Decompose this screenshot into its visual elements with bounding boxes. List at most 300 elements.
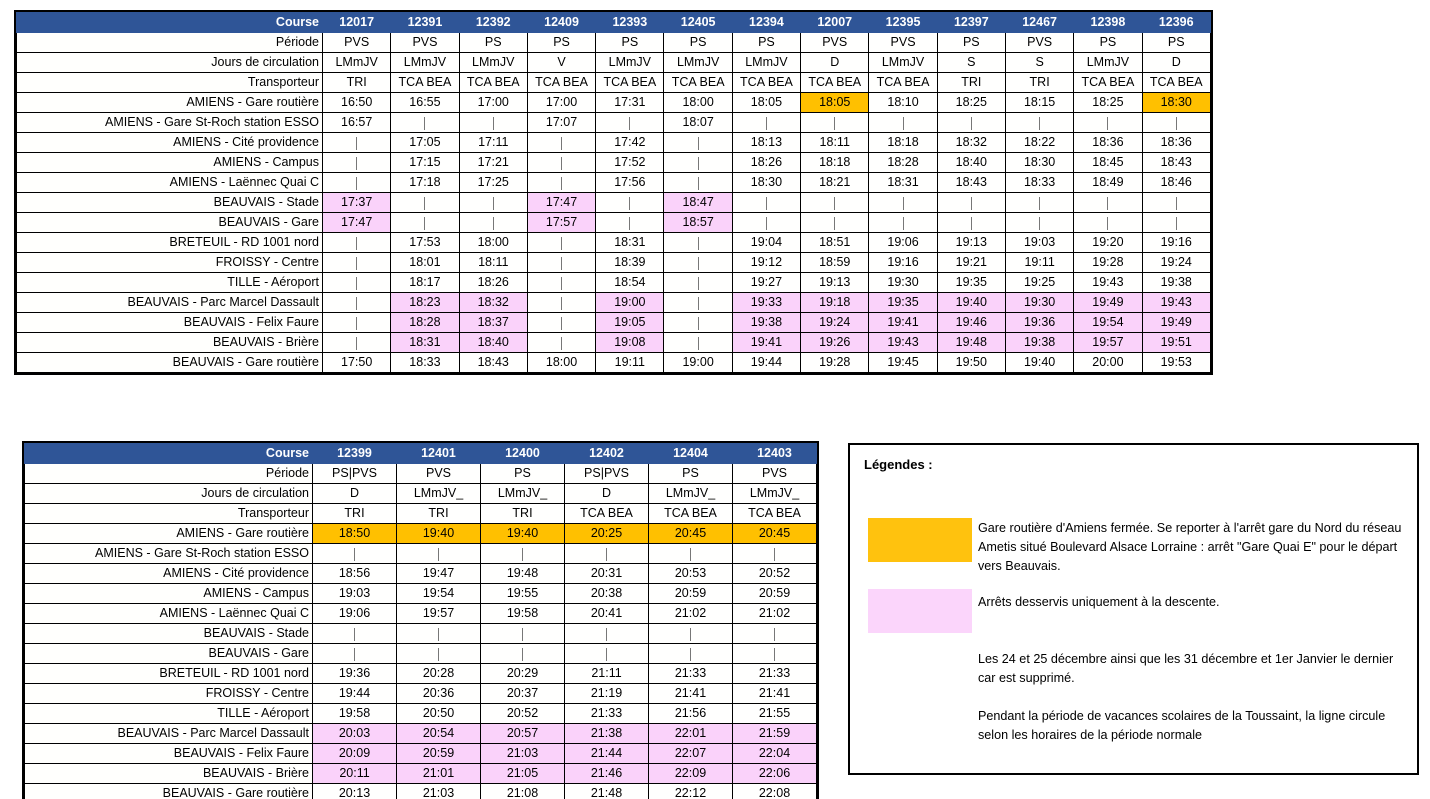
stop-name: BEAUVAIS - Gare: [25, 644, 313, 664]
periode-value: PS: [937, 33, 1005, 53]
time-cell: [481, 644, 565, 664]
time-cell: 19:24: [1142, 253, 1210, 273]
time-cell: 18:45: [1074, 153, 1142, 173]
time-cell: 17:37: [323, 193, 391, 213]
periode-value: PVS: [1005, 33, 1073, 53]
course-number-12405[interactable]: 12405: [664, 13, 732, 33]
time-cell: 18:01: [391, 253, 459, 273]
course-number-12409[interactable]: 12409: [527, 13, 595, 33]
periode-value: PS: [649, 464, 733, 484]
time-cell: 21:41: [733, 684, 817, 704]
time-cell: 19:27: [732, 273, 800, 293]
time-cell: 17:00: [527, 93, 595, 113]
table-row: [25, 624, 817, 644]
row-label-jours-de-circulation: Jours de circulation: [17, 53, 323, 73]
stop-name: AMIENS - Laënnec Quai C: [25, 604, 313, 624]
periode-value: PVS: [397, 464, 481, 484]
time-cell: 19:40: [397, 524, 481, 544]
time-cell: 18:30: [1005, 153, 1073, 173]
time-cell: 19:40: [481, 524, 565, 544]
meta-row-jours-de-circulation: [25, 484, 817, 504]
time-cell: [323, 233, 391, 253]
jours-de-circulation-value: V: [527, 53, 595, 73]
stop-name: AMIENS - Campus: [25, 584, 313, 604]
time-cell: 18:18: [869, 133, 937, 153]
time-cell: [1074, 213, 1142, 233]
time-cell: 16:50: [323, 93, 391, 113]
table-row: [25, 584, 817, 604]
time-cell: 17:31: [596, 93, 664, 113]
time-cell: 19:54: [397, 584, 481, 604]
time-cell: 20:59: [649, 584, 733, 604]
time-cell: [869, 193, 937, 213]
time-cell: [527, 253, 595, 273]
jours-de-circulation-value: LMmJV: [664, 53, 732, 73]
time-cell: 18:47: [664, 193, 732, 213]
time-cell: 21:59: [733, 724, 817, 744]
time-cell: 18:40: [937, 153, 1005, 173]
time-cell: 18:11: [801, 133, 869, 153]
periode-value: PVS: [801, 33, 869, 53]
time-cell: [323, 173, 391, 193]
time-cell: 17:57: [527, 213, 595, 233]
time-cell: 19:44: [313, 684, 397, 704]
time-cell: 17:53: [391, 233, 459, 253]
time-cell: [1142, 193, 1210, 213]
time-cell: 22:07: [649, 744, 733, 764]
time-cell: 20:29: [481, 664, 565, 684]
stop-name: AMIENS - Gare routière: [17, 93, 323, 113]
time-cell: [664, 173, 732, 193]
time-cell: 17:47: [527, 193, 595, 213]
row-label-periode: Période: [25, 464, 313, 484]
time-cell: 21:33: [565, 704, 649, 724]
time-cell: [481, 544, 565, 564]
periode-value: PS|PVS: [565, 464, 649, 484]
table-row: [17, 233, 1211, 253]
time-cell: [801, 113, 869, 133]
time-cell: 19:12: [732, 253, 800, 273]
time-cell: 17:42: [596, 133, 664, 153]
course-number-12007[interactable]: 12007: [801, 13, 869, 33]
course-number-12397[interactable]: 12397: [937, 13, 1005, 33]
time-cell: 19:28: [1074, 253, 1142, 273]
course-number-12400[interactable]: 12400: [481, 444, 565, 464]
time-cell: 18:30: [1142, 93, 1210, 113]
time-cell: [733, 544, 817, 564]
transporteur-value: TCA BEA: [869, 73, 937, 93]
table-row: [17, 113, 1211, 133]
stop-name: BEAUVAIS - Brière: [25, 764, 313, 784]
course-number-12391[interactable]: 12391: [391, 13, 459, 33]
time-cell: [459, 193, 527, 213]
time-cell: 19:21: [937, 253, 1005, 273]
time-cell: 18:25: [1074, 93, 1142, 113]
table-row: [17, 193, 1211, 213]
time-cell: [869, 113, 937, 133]
table-row: [25, 684, 817, 704]
legend-swatch-gold: [868, 518, 972, 562]
course-number-12404[interactable]: 12404: [649, 444, 733, 464]
time-cell: [323, 333, 391, 353]
transporteur-value: TCA BEA: [527, 73, 595, 93]
stop-name: FROISSY - Centre: [25, 684, 313, 704]
row-label-periode: Période: [17, 33, 323, 53]
transporteur-value: TCA BEA: [1142, 73, 1210, 93]
time-cell: 19:25: [1005, 273, 1073, 293]
time-cell: 19:57: [397, 604, 481, 624]
time-cell: 17:18: [391, 173, 459, 193]
time-cell: 19:00: [596, 293, 664, 313]
time-cell: [1142, 113, 1210, 133]
course-number-12392[interactable]: 12392: [459, 13, 527, 33]
row-label-transporteur: Transporteur: [17, 73, 323, 93]
table-row: [17, 173, 1211, 193]
time-cell: 17:07: [527, 113, 595, 133]
time-cell: [459, 113, 527, 133]
stop-name: BEAUVAIS - Felix Faure: [17, 313, 323, 333]
table-row: [25, 724, 817, 744]
time-cell: 19:44: [732, 353, 800, 373]
transporteur-value: TCA BEA: [1074, 73, 1142, 93]
time-cell: 18:49: [1074, 173, 1142, 193]
time-cell: [1142, 213, 1210, 233]
time-cell: 18:39: [596, 253, 664, 273]
time-cell: [664, 333, 732, 353]
timetable-1: [16, 12, 1211, 373]
time-cell: 20:59: [397, 744, 481, 764]
stop-name: AMIENS - Gare routière: [25, 524, 313, 544]
meta-row-periode: [25, 464, 817, 484]
stop-name: BEAUVAIS - Parc Marcel Dassault: [25, 724, 313, 744]
course-number-12396[interactable]: 12396: [1142, 13, 1210, 33]
table-row: [17, 333, 1211, 353]
table-row: [25, 524, 817, 544]
time-cell: 19:50: [937, 353, 1005, 373]
time-cell: [1074, 113, 1142, 133]
time-cell: [596, 113, 664, 133]
periode-value: PS|PVS: [313, 464, 397, 484]
time-cell: [649, 624, 733, 644]
time-cell: [527, 133, 595, 153]
time-cell: 20:36: [397, 684, 481, 704]
time-cell: 18:37: [459, 313, 527, 333]
time-cell: 18:31: [596, 233, 664, 253]
time-cell: 21:41: [649, 684, 733, 704]
time-cell: 19:43: [869, 333, 937, 353]
periode-value: PVS: [869, 33, 937, 53]
time-cell: 18:33: [391, 353, 459, 373]
time-cell: [391, 213, 459, 233]
time-cell: 21:05: [481, 764, 565, 784]
time-cell: 18:57: [664, 213, 732, 233]
course-number-12398[interactable]: 12398: [1074, 13, 1142, 33]
time-cell: 19:11: [596, 353, 664, 373]
time-cell: [313, 624, 397, 644]
time-cell: [869, 213, 937, 233]
row-label-transporteur: Transporteur: [25, 504, 313, 524]
table-row: [25, 744, 817, 764]
time-cell: 19:16: [1142, 233, 1210, 253]
time-cell: 17:11: [459, 133, 527, 153]
time-cell: 18:25: [937, 93, 1005, 113]
stop-name: BEAUVAIS - Gare routière: [17, 353, 323, 373]
jours-de-circulation-value: D: [313, 484, 397, 504]
periode-value: PVS: [323, 33, 391, 53]
time-cell: [391, 193, 459, 213]
time-cell: [397, 644, 481, 664]
time-cell: [649, 644, 733, 664]
time-cell: [664, 153, 732, 173]
time-cell: 21:56: [649, 704, 733, 724]
time-cell: 18:43: [459, 353, 527, 373]
stop-name: BRETEUIL - RD 1001 nord: [25, 664, 313, 684]
course-number-12399[interactable]: 12399: [313, 444, 397, 464]
transporteur-value: TRI: [323, 73, 391, 93]
time-cell: 21:19: [565, 684, 649, 704]
jours-de-circulation-value: LMmJV: [596, 53, 664, 73]
time-cell: 17:21: [459, 153, 527, 173]
time-cell: [664, 293, 732, 313]
time-cell: 19:54: [1074, 313, 1142, 333]
transporteur-value: TRI: [1005, 73, 1073, 93]
time-cell: 19:38: [1142, 273, 1210, 293]
legend-swatch-pink: [868, 589, 972, 633]
timetable-2: [24, 443, 817, 799]
time-cell: 18:28: [869, 153, 937, 173]
time-cell: 19:48: [937, 333, 1005, 353]
time-cell: [596, 213, 664, 233]
time-cell: 17:25: [459, 173, 527, 193]
table-row: [25, 544, 817, 564]
periode-value: PS: [459, 33, 527, 53]
time-cell: 22:04: [733, 744, 817, 764]
table-row: [25, 564, 817, 584]
time-cell: 18:00: [459, 233, 527, 253]
table-row: [25, 664, 817, 684]
time-cell: [527, 233, 595, 253]
time-cell: 20:09: [313, 744, 397, 764]
time-cell: 19:04: [732, 233, 800, 253]
course-number-12394[interactable]: 12394: [732, 13, 800, 33]
meta-row-jours-de-circulation: [17, 53, 1211, 73]
meta-row-transporteur: [17, 73, 1211, 93]
table-row: [17, 153, 1211, 173]
time-cell: [323, 253, 391, 273]
time-cell: [664, 133, 732, 153]
time-cell: [481, 624, 565, 644]
time-cell: 21:55: [733, 704, 817, 724]
time-cell: 21:02: [733, 604, 817, 624]
time-cell: [527, 293, 595, 313]
time-cell: [1074, 193, 1142, 213]
time-cell: 20:25: [565, 524, 649, 544]
table-row: [17, 293, 1211, 313]
time-cell: 20:54: [397, 724, 481, 744]
jours-de-circulation-value: LMmJV: [869, 53, 937, 73]
table-row: [17, 353, 1211, 373]
time-cell: [323, 313, 391, 333]
transporteur-value: TCA BEA: [391, 73, 459, 93]
time-cell: 16:55: [391, 93, 459, 113]
periode-value: PS: [1074, 33, 1142, 53]
time-cell: [313, 544, 397, 564]
jours-de-circulation-value: LMmJV: [1074, 53, 1142, 73]
time-cell: [527, 333, 595, 353]
time-cell: 21:01: [397, 764, 481, 784]
course-number-12395[interactable]: 12395: [869, 13, 937, 33]
time-cell: [937, 193, 1005, 213]
time-cell: 20:45: [733, 524, 817, 544]
time-cell: 20:52: [733, 564, 817, 584]
time-cell: 17:50: [323, 353, 391, 373]
time-cell: 18:51: [801, 233, 869, 253]
time-cell: 19:55: [481, 584, 565, 604]
course-number-12017[interactable]: 12017: [323, 13, 391, 33]
time-cell: 18:50: [313, 524, 397, 544]
time-cell: [397, 544, 481, 564]
stop-name: BEAUVAIS - Gare: [17, 213, 323, 233]
time-cell: 19:48: [481, 564, 565, 584]
transporteur-value: TRI: [937, 73, 1005, 93]
time-cell: [323, 133, 391, 153]
time-cell: 18:36: [1074, 133, 1142, 153]
time-cell: 16:57: [323, 113, 391, 133]
time-cell: [313, 644, 397, 664]
time-cell: 20:50: [397, 704, 481, 724]
stop-name: TILLE - Aéroport: [17, 273, 323, 293]
time-cell: [801, 193, 869, 213]
time-cell: 18:43: [1142, 153, 1210, 173]
time-cell: 21:33: [649, 664, 733, 684]
jours-de-circulation-value: S: [937, 53, 1005, 73]
time-cell: [397, 624, 481, 644]
time-cell: [459, 213, 527, 233]
time-cell: [323, 153, 391, 173]
meta-row-periode: [17, 33, 1211, 53]
table-row: [17, 213, 1211, 233]
stop-name: BEAUVAIS - Brière: [17, 333, 323, 353]
time-cell: 21:03: [397, 784, 481, 799]
time-cell: 19:05: [596, 313, 664, 333]
periode-value: PS: [527, 33, 595, 53]
time-cell: 19:00: [664, 353, 732, 373]
transporteur-value: TCA BEA: [649, 504, 733, 524]
table-row: [25, 704, 817, 724]
time-cell: 18:54: [596, 273, 664, 293]
course-number-12393[interactable]: 12393: [596, 13, 664, 33]
table-row: [17, 273, 1211, 293]
time-cell: 19:40: [937, 293, 1005, 313]
time-cell: 18:30: [732, 173, 800, 193]
time-cell: [801, 213, 869, 233]
time-cell: 18:43: [937, 173, 1005, 193]
time-cell: 20:37: [481, 684, 565, 704]
time-cell: 18:07: [664, 113, 732, 133]
time-cell: [937, 213, 1005, 233]
course-number-12401[interactable]: 12401: [397, 444, 481, 464]
time-cell: 19:58: [481, 604, 565, 624]
time-cell: [1005, 193, 1073, 213]
time-cell: 17:47: [323, 213, 391, 233]
time-cell: [733, 624, 817, 644]
time-cell: 18:10: [869, 93, 937, 113]
time-cell: 18:31: [869, 173, 937, 193]
stop-name: AMIENS - Cité providence: [17, 133, 323, 153]
time-cell: 19:33: [732, 293, 800, 313]
time-cell: 19:35: [937, 273, 1005, 293]
time-cell: 19:45: [869, 353, 937, 373]
time-cell: [527, 153, 595, 173]
time-cell: [323, 293, 391, 313]
jours-de-circulation-value: LMmJV_: [733, 484, 817, 504]
periode-value: PS: [664, 33, 732, 53]
time-cell: 20:38: [565, 584, 649, 604]
time-cell: 19:30: [1005, 293, 1073, 313]
time-cell: 18:56: [313, 564, 397, 584]
time-cell: 19:26: [801, 333, 869, 353]
stop-name: BEAUVAIS - Stade: [17, 193, 323, 213]
stop-name: FROISSY - Centre: [17, 253, 323, 273]
time-cell: 20:57: [481, 724, 565, 744]
time-cell: 18:46: [1142, 173, 1210, 193]
time-cell: 20:03: [313, 724, 397, 744]
time-cell: 19:03: [313, 584, 397, 604]
stop-name: AMIENS - Laënnec Quai C: [17, 173, 323, 193]
time-cell: 17:56: [596, 173, 664, 193]
time-cell: 18:22: [1005, 133, 1073, 153]
time-cell: 17:00: [459, 93, 527, 113]
time-cell: [649, 544, 733, 564]
transporteur-value: TCA BEA: [459, 73, 527, 93]
table-row: [17, 93, 1211, 113]
periode-value: PS: [596, 33, 664, 53]
legend-title: Légendes :: [864, 457, 933, 472]
time-cell: 20:53: [649, 564, 733, 584]
time-cell: 21:08: [481, 784, 565, 799]
stop-name: BEAUVAIS - Parc Marcel Dassault: [17, 293, 323, 313]
time-cell: [664, 273, 732, 293]
time-cell: 18:00: [664, 93, 732, 113]
course-number-12402[interactable]: 12402: [565, 444, 649, 464]
periode-value: PVS: [391, 33, 459, 53]
transporteur-value: TCA BEA: [596, 73, 664, 93]
course-number-12467[interactable]: 12467: [1005, 13, 1073, 33]
time-cell: 21:48: [565, 784, 649, 799]
time-cell: [565, 644, 649, 664]
time-cell: 18:13: [732, 133, 800, 153]
time-cell: 20:11: [313, 764, 397, 784]
time-cell: 18:40: [459, 333, 527, 353]
transporteur-value: TCA BEA: [664, 73, 732, 93]
course-number-12403[interactable]: 12403: [733, 444, 817, 464]
time-cell: 20:41: [565, 604, 649, 624]
time-cell: 19:35: [869, 293, 937, 313]
time-cell: 19:28: [801, 353, 869, 373]
jours-de-circulation-value: LMmJV: [732, 53, 800, 73]
time-cell: 19:06: [313, 604, 397, 624]
legend-text-pink: Arrêts desservis uniquement à la descente.: [978, 595, 1220, 609]
time-cell: 18:26: [459, 273, 527, 293]
time-cell: 19:08: [596, 333, 664, 353]
timetable-2-frame: [22, 441, 819, 799]
time-cell: 19:51: [1142, 333, 1210, 353]
time-cell: 19:46: [937, 313, 1005, 333]
transporteur-value: TCA BEA: [732, 73, 800, 93]
transporteur-value: TRI: [481, 504, 565, 524]
time-cell: 19:41: [732, 333, 800, 353]
time-cell: 18:05: [732, 93, 800, 113]
